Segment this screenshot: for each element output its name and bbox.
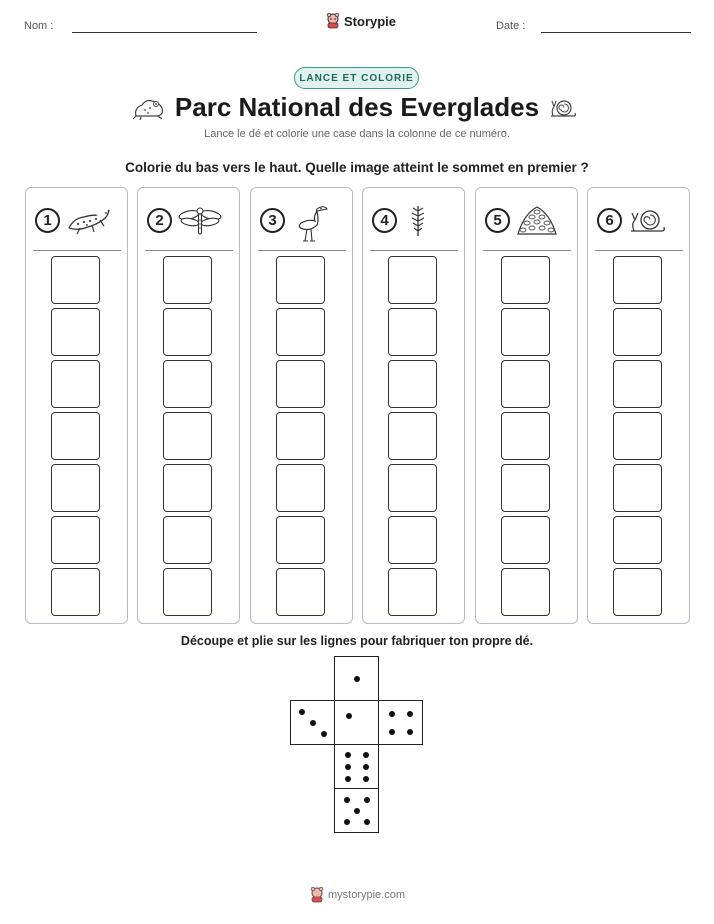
color-cell[interactable]	[613, 308, 662, 356]
column-number: 5	[485, 208, 510, 233]
die-pip	[344, 819, 350, 825]
color-cell[interactable]	[276, 464, 325, 512]
die-face-1	[334, 656, 379, 701]
die-pip	[363, 752, 369, 758]
column-5	[475, 187, 578, 624]
color-cell[interactable]	[276, 360, 325, 408]
die-face-4	[378, 700, 423, 745]
shell-mound-icon	[516, 204, 558, 236]
column-4	[362, 187, 465, 624]
column-number: 4	[372, 208, 397, 233]
date-line	[541, 32, 691, 33]
die-pip	[321, 731, 327, 737]
die-pip	[389, 711, 395, 717]
name-label: Nom :	[24, 20, 54, 32]
column-1	[25, 187, 128, 624]
sawgrass-icon	[403, 203, 433, 237]
color-cell[interactable]	[51, 412, 100, 460]
page-title: Parc National des Everglades	[174, 92, 540, 122]
color-cell[interactable]	[388, 464, 437, 512]
die-pip	[354, 676, 360, 682]
color-cell[interactable]	[388, 568, 437, 616]
column-6	[587, 187, 690, 624]
die-pip	[345, 776, 351, 782]
color-cell[interactable]	[613, 464, 662, 512]
die-pip	[299, 709, 305, 715]
die-pip	[407, 711, 413, 717]
color-cell[interactable]	[388, 308, 437, 356]
color-cell[interactable]	[276, 412, 325, 460]
die-pip	[345, 764, 351, 770]
color-cell[interactable]	[51, 256, 100, 304]
color-cell[interactable]	[613, 516, 662, 564]
die-pip	[346, 713, 352, 719]
die-pip	[389, 729, 395, 735]
brand	[326, 13, 396, 29]
die-pip	[364, 819, 370, 825]
color-cell[interactable]	[501, 308, 550, 356]
dragonfly-icon	[178, 204, 222, 236]
column-number: 2	[147, 208, 172, 233]
color-cell[interactable]	[613, 256, 662, 304]
snail-decor-icon	[548, 95, 578, 119]
color-cell[interactable]	[51, 568, 100, 616]
die-face-6	[334, 744, 379, 789]
brand-name: Storypie	[344, 13, 397, 29]
die-pip	[310, 720, 316, 726]
color-cell[interactable]	[388, 412, 437, 460]
footer-url[interactable]: mystorypie.com	[328, 889, 406, 901]
color-cell[interactable]	[388, 516, 437, 564]
column-divider	[595, 250, 683, 251]
color-cell[interactable]	[501, 568, 550, 616]
die-pip	[345, 752, 351, 758]
die-pip	[363, 764, 369, 770]
color-cell[interactable]	[501, 412, 550, 460]
color-cell[interactable]	[51, 516, 100, 564]
color-cell[interactable]	[163, 568, 212, 616]
color-cell[interactable]	[501, 516, 550, 564]
column-divider	[483, 250, 571, 251]
storypie-logo-icon	[326, 13, 340, 29]
game-question: Colorie du bas vers le haut. Quelle image atteint le sommet en premier ?	[125, 160, 589, 175]
die-pip	[354, 808, 360, 814]
color-cell[interactable]	[163, 256, 212, 304]
color-cell[interactable]	[163, 308, 212, 356]
activity-badge: LANCE ET COLORIE	[294, 67, 419, 89]
color-cell[interactable]	[388, 256, 437, 304]
salamander-icon	[66, 204, 112, 236]
die-face-5	[334, 788, 379, 833]
color-cell[interactable]	[388, 360, 437, 408]
die-pip	[407, 729, 413, 735]
color-cell[interactable]	[51, 308, 100, 356]
column-divider	[33, 250, 121, 251]
column-2	[137, 187, 240, 624]
die-pip	[344, 797, 350, 803]
column-divider	[145, 250, 233, 251]
die-face-3	[290, 700, 335, 745]
color-cell[interactable]	[51, 360, 100, 408]
color-cell[interactable]	[276, 568, 325, 616]
footer	[310, 887, 405, 903]
color-cell[interactable]	[613, 568, 662, 616]
color-cell[interactable]	[163, 412, 212, 460]
die-face-1b	[334, 700, 379, 745]
snail-icon	[628, 205, 668, 235]
column-number: 3	[260, 208, 285, 233]
color-cell[interactable]	[501, 256, 550, 304]
date-label: Date :	[496, 20, 526, 32]
die-pip	[363, 776, 369, 782]
column-number: 6	[597, 208, 622, 233]
column-3	[250, 187, 353, 624]
color-cell[interactable]	[276, 256, 325, 304]
color-cell[interactable]	[163, 464, 212, 512]
color-cell[interactable]	[163, 360, 212, 408]
color-cell[interactable]	[163, 516, 212, 564]
color-cell[interactable]	[276, 516, 325, 564]
cut-instruction: Découpe et plie sur les lignes pour fabriquer ton propre dé.	[180, 634, 534, 648]
die-pip	[364, 797, 370, 803]
page-subtitle: Lance le dé et colorie une case dans la colonne de ce numéro.	[204, 128, 510, 140]
column-number: 1	[35, 208, 60, 233]
color-cell[interactable]	[276, 308, 325, 356]
color-cell[interactable]	[501, 464, 550, 512]
column-divider	[258, 250, 346, 251]
name-line	[72, 32, 257, 33]
column-divider	[370, 250, 458, 251]
color-cell[interactable]	[613, 360, 662, 408]
color-cell[interactable]	[613, 412, 662, 460]
storypie-footer-icon	[310, 887, 324, 903]
heron-icon	[291, 203, 331, 243]
color-cell[interactable]	[501, 360, 550, 408]
color-cell[interactable]	[51, 464, 100, 512]
